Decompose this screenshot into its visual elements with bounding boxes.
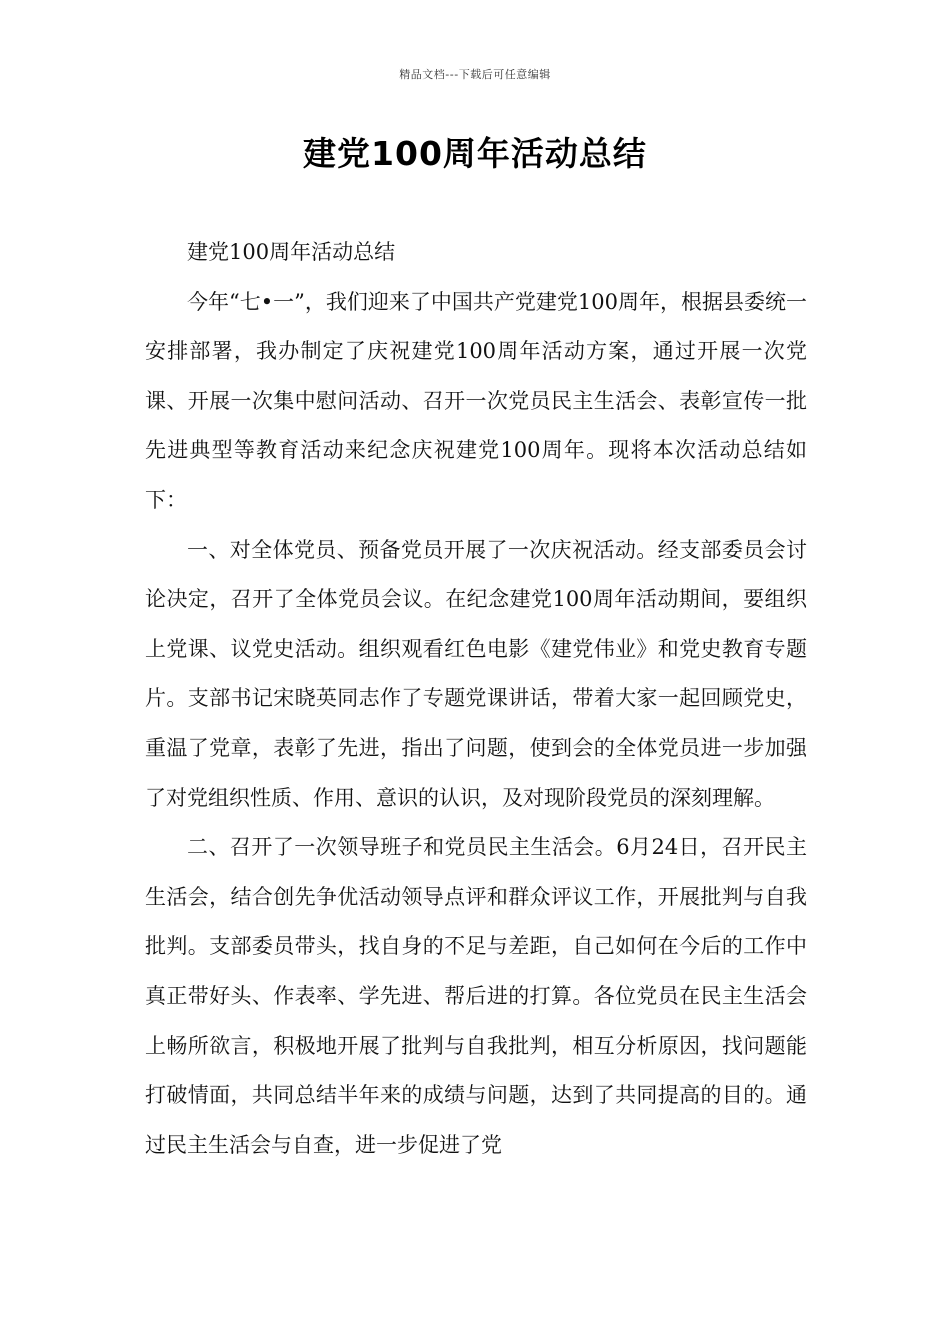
header-note: 精品文档---下载后可任意编辑 (399, 68, 551, 81)
paragraph-intro: 今年“七•一”，我们迎来了中国共产党建党100周年，根据县委统一安排部署，我办制定了庆祝建党100周年活动方案，通过开展一次党课、开展一次集中慰问活动、召开一次党员民主生活会、表彰宣传一批先进典型等教育活动来纪念庆祝建党100周年。现将本次活动总结如下： (145, 289, 807, 512)
paragraph-subtitle: 建党100周年活动总结 (187, 240, 396, 264)
paragraph-section-one: 一、对全体党员、预备党员开展了一次庆祝活动。经支部委员会讨论决定，召开了全体党员会议。在纪念建党100周年活动期间，要组织上党课、议党史活动。组织观看红色电影《建党伟业》和党史教育专题片。支部书记宋晓英同志作了专题党课讲话，带着大家一起回顾党史，重温了党章，表彰了先进，指出了问题，使到会的全体党员进一步加强了对党组织性质、作用、意识的认识，及对现阶段党员的深刻理解。 (145, 537, 807, 810)
document-title: 建党100周年活动总结 (303, 134, 647, 173)
document-body (145, 228, 807, 1170)
paragraph-section-two: 二、召开了一次领导班子和党员民主生活会。6月24日，召开民主生活会，结合创先争优活动领导点评和群众评议工作，开展批判与自我批判。支部委员带头，找自身的不足与差距，自己如何在今后的工作中真正带好头、作表率、学先进、帮后进的打算。各位党员在民主生活会上畅所欲言，积极地开展了批判与自我批判，相互分析原因，找问题能打破情面，共同总结半年来的成绩与问题，达到了共同提高的目的。通过民主生活会与自查，进一步促进了党 (145, 835, 807, 1157)
